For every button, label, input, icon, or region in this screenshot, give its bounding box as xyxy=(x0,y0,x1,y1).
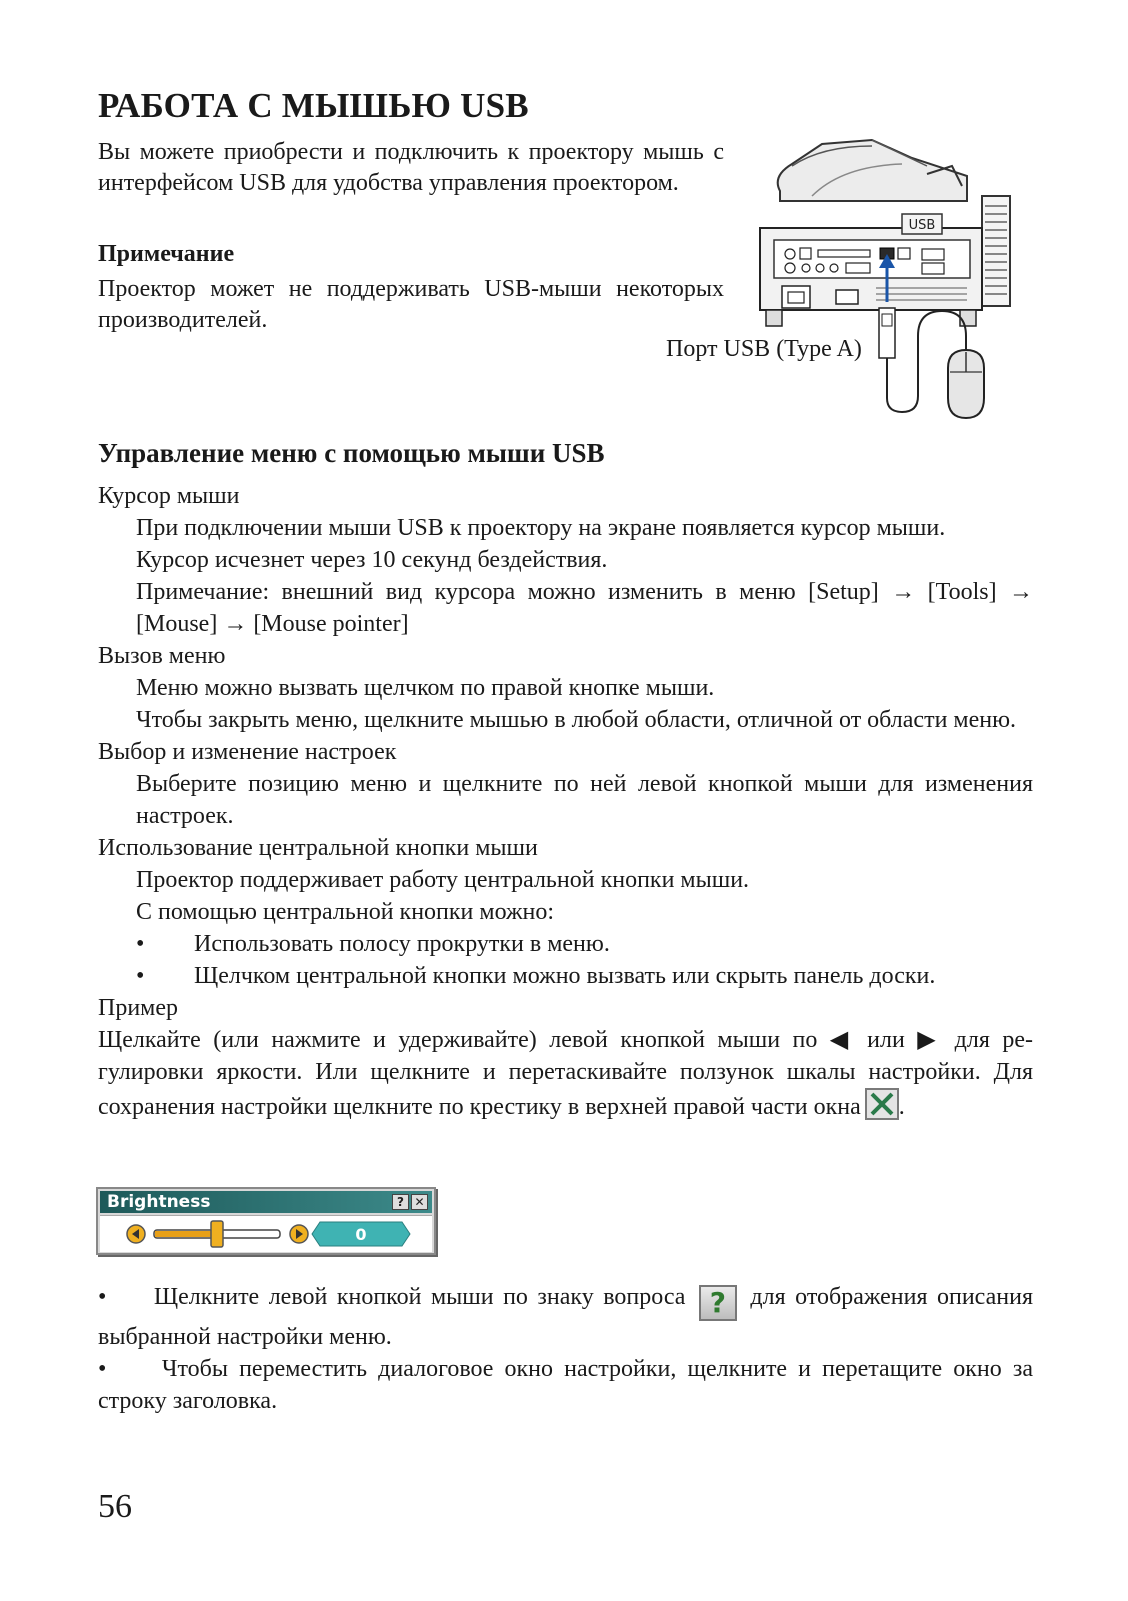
brightness-dialog xyxy=(96,1187,436,1255)
increase-button[interactable] xyxy=(290,1225,308,1243)
brightness-slider[interactable] xyxy=(154,1221,280,1247)
wheel-text-1: Проектор поддерживает работу центральной кнопки мыши. xyxy=(136,867,750,893)
dialog-title: Brightness xyxy=(107,1192,211,1212)
help-button[interactable]: ? xyxy=(392,1194,409,1210)
brightness-controls xyxy=(100,1216,432,1252)
note-text: Проектор может не поддерживать USB-мыши некоторых производителей. xyxy=(98,276,724,333)
vent-grille xyxy=(982,196,1010,306)
port-caption: Порт USB (Type A) xyxy=(666,336,862,362)
section-body xyxy=(98,480,1033,1123)
note-title: Примечание xyxy=(98,241,235,267)
menu-text-2: Чтобы закрыть меню, щелкните мышью в любой области, отличной от области меню. xyxy=(136,707,1017,733)
select-text-1: Выберите позицию меню и щелкните по ней левой кнопкой мыши для изменения настроек. xyxy=(136,771,1033,829)
close-icon xyxy=(865,1088,899,1120)
dialog-title-bar[interactable] xyxy=(100,1191,432,1213)
help-bullet: • Щелкните левой кнопкой мыши по знаку вопроса ? для отображения описания выбранной настройки меню. xyxy=(98,1284,1034,1350)
move-bullet-text: Чтобы переместить диалоговое окно настройки, щелкните и перетащите окно за строку заголовка. xyxy=(98,1356,1033,1414)
help-bullet-text-after: для отображения описания выбранной настройки меню. xyxy=(98,1284,1034,1350)
page-title: РАБОТА С МЫШЬЮ USB xyxy=(98,86,529,125)
wheel-text-2: С помощью центральной кнопки можно: xyxy=(136,899,555,925)
wheel-heading: Использование центральной кнопки мыши xyxy=(98,835,538,861)
usb-label: USB xyxy=(908,218,936,233)
select-heading: Выбор и изменение настроек xyxy=(98,739,397,765)
intro-paragraph: Вы можете приобрести и подключить к проектору мышь с интерфейсом USB для удобства управления проектором. xyxy=(98,139,724,196)
move-bullet: • Чтобы переместить диалоговое окно настройки, щелкните и перетащите окно за строку заголовка. xyxy=(98,1356,1033,1414)
slider-thumb xyxy=(211,1221,223,1247)
section-title: Управление меню с помощью мыши USB xyxy=(98,438,605,468)
wheel-bullet-2: • Щелчком центральной кнопки можно вызвать или скрыть панель доски. xyxy=(98,960,1033,992)
dialog-body xyxy=(100,1215,432,1252)
close-button[interactable]: ✕ xyxy=(411,1194,428,1210)
cursor-text-3: Примечание: внешний вид курсора можно изменить в меню [Setup] → [Tools] → [Mouse] → [Mouse pointer] xyxy=(136,579,1033,637)
cursor-text-2: Курсор исчезнет через 10 секунд бездействия. xyxy=(136,547,608,573)
example-heading: Пример xyxy=(98,995,179,1021)
question-icon: ? xyxy=(699,1285,737,1321)
example-paragraph: Щелкайте (или нажмите и удерживайте) левой кнопкой мыши по ◀ или ▶ для регулировки яркости. Или щелкните и перетаскивайте ползунок шкалы настройки. Для сохранения настройки щелкните по крестику в верхней правой части окна . xyxy=(98,1027,1033,1120)
menu-text-1: Меню можно вызвать щелчком по правой кнопке мыши. xyxy=(136,675,715,701)
menu-heading: Вызов меню xyxy=(98,643,226,669)
page-number: 56 xyxy=(98,1488,132,1525)
brightness-value: 0 xyxy=(355,1225,367,1244)
wheel-bullet-1: • Использовать полосу прокрутки в меню. xyxy=(98,928,1033,960)
help-bullet-text-before: Щелкните левой кнопкой мыши по знаку вопроса xyxy=(153,1284,686,1310)
cursor-heading: Курсор мыши xyxy=(98,483,240,509)
cursor-text-1: При подключении мыши USB к проектору на экране появляется курсор мыши. xyxy=(136,515,946,541)
projector-usb-illustration xyxy=(752,136,1042,422)
example-text: Щелкайте (или нажмите и удерживайте) левой кнопкой мыши по ◀ или ▶ для регулировки яркости. Или щелкните и перетаскивайте ползунок шкалы настройки. Для сохранения настройки щелкните по крестику в верхней правой части окна xyxy=(98,1027,1033,1120)
bottom-notes xyxy=(98,1281,1033,1417)
decrease-button[interactable] xyxy=(127,1225,145,1243)
